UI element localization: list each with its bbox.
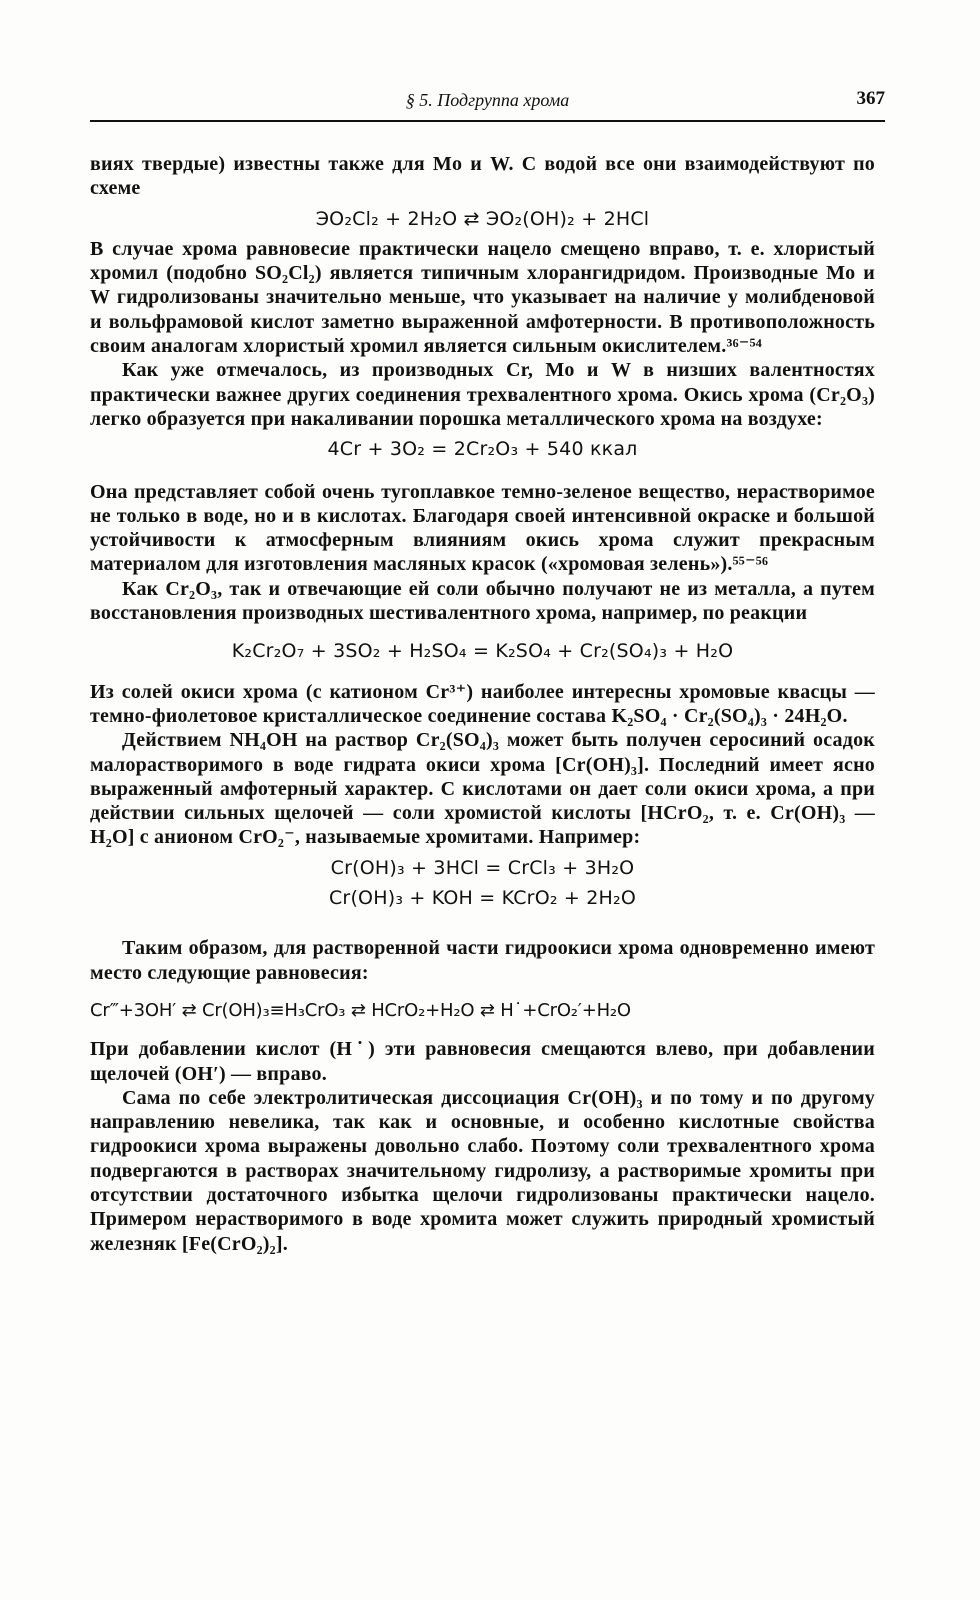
paragraph-5: Как Cr₂O₃, так и отвечающие ей соли обычно получают не из металла, а путем восстановления производных шестивалентного хрома, например, по реакции [90,577,875,625]
paragraph-9: При добавлении кислот (H˙) эти равновесия смещаются влево, при добавлении щелочей (OH′) — вправо. [90,1038,875,1085]
paragraph-10: Сама по себе электролитическая диссоциация Cr(OH)₃ и по тому и по другому направлению невелика, так как и основные, и особенно кислотные свойства гидроокиси хрома выражены довольно слабо. Поэтому соли трехвалентного хрома подвергаются в растворах значительному гидролизу, а растворимые хромиты при отсутствии достаточного избытка щелочи гидролизованы практически нацело. Примером нерастворимого в воде хромита может служить природный хромистый железняк [Fe(CrO₂)₂]. [90,1086,875,1255]
header-rule [90,120,885,122]
paragraph-3: Как уже отмечалось, из производных Cr, Mo и W в низших валентностях практически важнее других соединения трехвалентного хрома. Окись хрома (Cr₂O₃) легко образуется при накаливании порошка металлического хрома на воздухе: [90,359,875,430]
page-number: 367 [856,88,885,109]
equation-5: Cr(OH)₃ + KOH = KCrO₂ + 2H₂O [328,887,637,910]
page-header [90,88,885,118]
paragraph-1: виях твердые) известны также для Mo и W. С водой все они взаимодействуют по схеме [90,153,875,200]
equation-6: Cr‴+3OH′ ⇄ Cr(OH)₃≡H₃CrO₃ ⇄ HCrO₂+H₂O ⇄ H˙+CrO₂′+H₂O [90,999,631,1021]
paragraph-8: Таким образом, для растворенной части гидроокиси хрома одновременно имеют место следующие равновесия: [90,937,875,984]
paragraph-4: Она представляет собой очень тугоплавкое темно-зеленое вещество, нерастворимое не только в воде, но и в кислотах. Благодаря своей интенсивной окраске и большой устойчивости к атмосферным влияниям окись хрома служит прекрасным материалом для изготовления масляных красок («хромовая зелень»).⁵⁵⁻⁵⁶ [90,480,875,576]
body-text [90,152,875,1256]
equation-4: Cr(OH)₃ + 3HCl = CrCl₃ + 3H₂O [330,856,635,879]
equation-2: 4Cr + 3O₂ = 2Cr₂O₃ + 540 ккал [327,438,638,461]
paragraph-6: Из солей окиси хрома (с катионом Cr³⁺) наиболее интересны хромовые квасцы — темно-фиолетовое кристаллическое соединение состава K₂SO₄ · Cr₂(SO₄)₃ · 24H₂O. [90,680,875,727]
paragraph-7: Действием NH₄OH на раствор Cr₂(SO₄)₃ может быть получен серосиний осадок малорастворимого в воде гидрата окиси хрома [Cr(OH)₃]. Последний имеет ясно выраженный амфотерный характер. С кислотами он дает соли окиси хрома, а при действии сильных щелочей — соли хромистой кислоты [HCrO₂, т. е. Cr(OH)₃ — H₂O] с анионом CrO₂⁻, называемые хромитами. Например: [90,729,875,849]
paragraph-2: В случае хрома равновесие практически нацело смещено вправо, т. е. хлористый хромил (подобно SO₂Cl₂) является типичным хлорангидридом. Производные Mo и W гидролизованы значительно меньше, что указывает на наличие у молибденовой и вольфрамовой кислот заметно выраженной амфотерности. В противоположность своим аналогам хлористый хромил является сильным окислителем.³⁶⁻⁵⁴ [90,237,875,358]
equation-3: K₂Cr₂O₇ + 3SO₂ + H₂SO₄ = K₂SO₄ + Cr₂(SO₄)₃ + H₂O [231,640,734,663]
running-title: § 5. Подгруппа хрома [405,90,570,110]
equation-1: ЭO₂Cl₂ + 2H₂O ⇄ ЭO₂(OH)₂ + 2HCl [315,207,650,230]
